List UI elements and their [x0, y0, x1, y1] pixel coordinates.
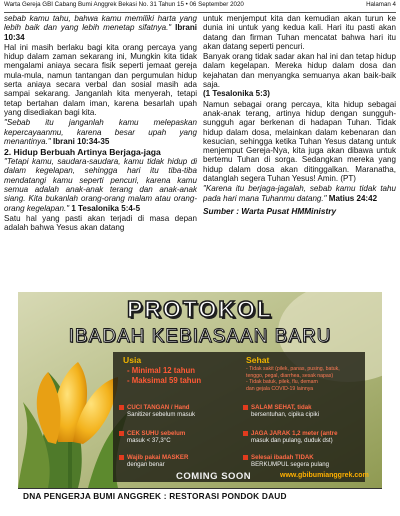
- paragraph: "Sebab itu janganlah kamu melepaskan kepercayaanmu, karena besar upah yang menantinya." Ibrani 10:34-35: [4, 118, 197, 146]
- list-item-hand-wash: CUCI TANGAN / Hand Sanitizer sebelum masuk: [119, 404, 237, 420]
- bullet-square-icon: [243, 405, 248, 410]
- paragraph: "Tetapi kamu, saudara-saudara, kamu tidak hidup di dalam kegelapan, sehingga hari itu tiba-tiba mendatangi kamu seperti pencuri, karena kamu semua adalah anak-anak terang dan anak-anak siang. Kita bukanlah orang-orang malam atau orang-orang kegelapan." 1 Tesalonika 5:4-5: [4, 157, 197, 213]
- sehat-heading: Sehat: [246, 355, 270, 365]
- bullet-square-icon: [243, 431, 248, 436]
- section-heading: 2. Hidup Berbuah Artinya Berjaga-jaga: [4, 147, 161, 158]
- sehat-criteria: - Tidak sakit (pilek, panas, pusing, batuk, tenggo, pegal, diarrhea, sesak napas) - Tidak batuk, pilek, flu, demam dan gejala COVID-19 lainnya: [246, 366, 340, 392]
- paragraph: untuk menjemput kita dan kemudian akan turun ke dunia ini untuk yang kedua kali. Hari itu pasti akan datang dan firman Tuhan mencatat bahwa hari itu akan datang seperti pencuri.: [203, 14, 396, 51]
- article-columns: [4, 14, 396, 286]
- list-item-greeting: SALAM SEHAT, tidak bersentuhan, cipika cipiki: [243, 404, 363, 420]
- page-footer: DNA PENGERJA BUMI ANGGREK : RESTORASI PONDOK DAUD: [23, 491, 287, 501]
- usia-max: - Maksimal 59 tahun: [127, 376, 202, 385]
- source-credit: Sumber : Warta Pusat HMMinistry: [203, 205, 337, 216]
- bullet-square-icon: [119, 405, 124, 410]
- bullet-square-icon: [243, 455, 248, 460]
- list-item-mask: Wajib pakai MASKER dengan benar: [119, 454, 237, 470]
- column-right: [203, 14, 396, 286]
- page-header: [4, 1, 396, 13]
- paragraph: "Karena itu berjaga-jagalah, sebab kamu tidak tahu pada hari mana Tuhanmu datang." Matius 24:42: [203, 184, 396, 203]
- list-item-distance: JAGA JARAK 1,2 meter (antre masuk dan pulang, duduk dst): [243, 430, 363, 446]
- coming-soon-label: COMING SOON: [176, 471, 252, 482]
- bullet-square-icon: [119, 431, 124, 436]
- header-page-number: Halaman 4: [366, 1, 396, 8]
- poster-subtitle: IBADAH KEBIASAAN BARU: [68, 326, 332, 347]
- list-item-temperature-check: CEK SUHU sebelum masuk < 37,3°C: [119, 430, 237, 446]
- paragraph: Banyak orang tidak sadar akan hal ini dan tetap hidup dalam kegelapan. Mereka hidup dalam dosa dan kejahatan dan menyangka semuanya akan baik-baik saja. (1 Tesalonika 5:3): [203, 52, 396, 99]
- usia-heading: Usia: [123, 355, 142, 365]
- paragraph: Namun sebagai orang percaya, kita hidup sebagai anak-anak terang, artinya hidup dengan sungguh-sungguh agar berkenan di hadapan Tuhan. Tidak hidup dalam dosa, melainkan dalam kebenaran dan kesucian, sehingga ketika Tuhan Yesus datang untuk menjemput Gereja-Nya, kita juga akan dibawa untuk bertemu Tuhan di sorga. Sedangkan mereka yang hidup dalam dosa akan ditinggalkan. Maranatha, datanglah segera Tuhan Yesus! Amin. (PT): [203, 99, 396, 184]
- paragraph: Hal ini masih berlaku bagi kita orang percaya yang hidup dalam zaman sekarang ini, Mungkin kita tidak mengalami aniaya secara fisik seperti jemaat gereja mula-mula, namun tantangan dan pergumulan hidup serta aniaya secara verbal dan sosial masih ada sampai sekarang. Janganlah kita menyerah, tetapi tetap bertahan dalam iman, karena besarlah upah yang disediakan bagi kita.: [4, 42, 197, 117]
- bullet-square-icon: [119, 455, 124, 460]
- header-bulletin-info: Warta Gereja GBI Cabang Bumi Anggrek Bekasi No. 31 Tahun 15 • 06 September 2020: [4, 1, 244, 8]
- website-link[interactable]: www.gbibumianggrek.com: [280, 472, 369, 479]
- protocol-panel: [113, 352, 365, 482]
- list-item-no-gathering: Selesai ibadah TIDAK BERKUMPUL segera pulang: [243, 454, 363, 470]
- protocol-poster: [18, 292, 382, 488]
- paragraph: Satu hal yang pasti akan terjadi di masa depan adalah bahwa Yesus akan datang: [4, 213, 197, 233]
- usia-min: - Minimal 12 tahun: [127, 366, 196, 375]
- column-left: [4, 14, 197, 286]
- divider: [18, 488, 382, 489]
- paragraph: sebab kamu tahu, bahwa kamu memiliki harta yang lebih baik dan yang lebih menetap sifatnya." Ibrani 10:34: [4, 14, 197, 42]
- poster-title: PROTOKOL: [127, 296, 273, 322]
